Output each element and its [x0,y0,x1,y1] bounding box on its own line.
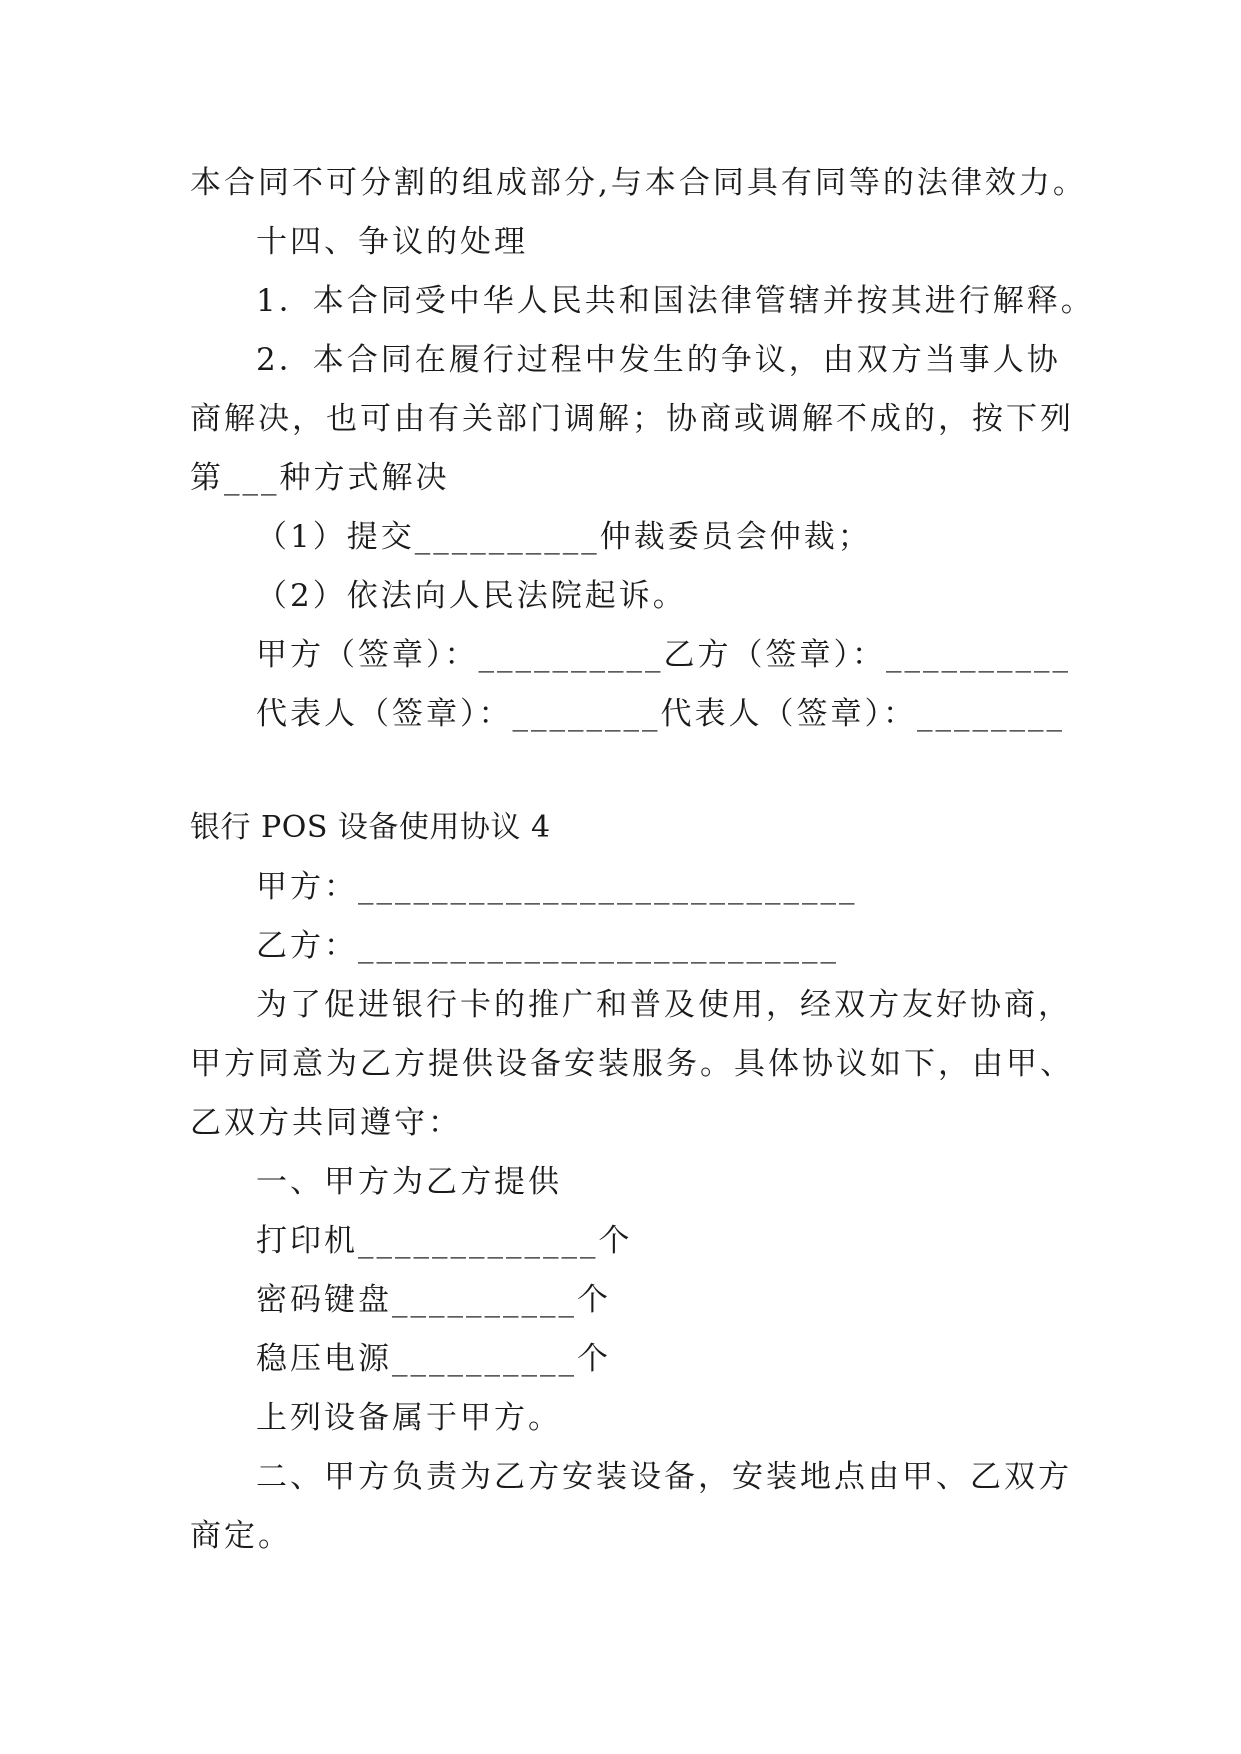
signature-parties: 甲方（签章）：__________乙方（签章）：__________ [256,637,1071,673]
party-b-field: 乙方：__________________________ [256,928,839,964]
clause-2-line-2: 商定。 [190,1518,292,1554]
intro-line-3: 乙双方共同遵守： [190,1105,462,1141]
dispute-option-2: （2）依法向人民法院起诉。 [256,578,687,614]
intro-line-1: 为了促进银行卡的推广和普及使用，经双方友好协商， [256,987,1072,1023]
equipment-item-power-regulator: 稳压电源__________个 [256,1341,611,1377]
dispute-item-1: 1．本合同受中华人民共和国法律管辖并按其进行解释。 [256,283,1095,319]
clause-2-line-1: 二、甲方负责为乙方安装设备，安装地点由甲、乙双方 [256,1459,1072,1495]
signature-representatives: 代表人（签章）：________代表人（签章）：________ [256,696,1065,732]
paragraph-lead-in: 本合同不可分割的组成部分,与本合同具有同等的法律效力。 [190,165,1087,201]
dispute-item-2-line-2: 商解决，也可由有关部门调解；协商或调解不成的，按下列 [190,401,1074,437]
equipment-ownership: 上列设备属于甲方。 [256,1400,562,1436]
party-a-field: 甲方：___________________________ [256,869,858,905]
dispute-item-2-line-1: 2．本合同在履行过程中发生的争议，由双方当事人协 [256,342,1061,378]
dispute-option-1: （1）提交__________仲裁委员会仲裁； [256,519,872,555]
equipment-item-pin-pad: 密码键盘__________个 [256,1282,611,1318]
clause-1-heading: 一、甲方为乙方提供 [256,1164,562,1200]
dispute-item-2-line-3: 第___种方式解决 [190,460,450,496]
equipment-item-printer: 打印机_____________个 [256,1223,633,1259]
intro-line-2: 甲方同意为乙方提供设备安装服务。具体协议如下，由甲、 [190,1046,1074,1082]
agreement-title: 银行 POS 设备使用协议 4 [190,810,551,845]
section-heading-disputes: 十四、争议的处理 [256,224,528,260]
